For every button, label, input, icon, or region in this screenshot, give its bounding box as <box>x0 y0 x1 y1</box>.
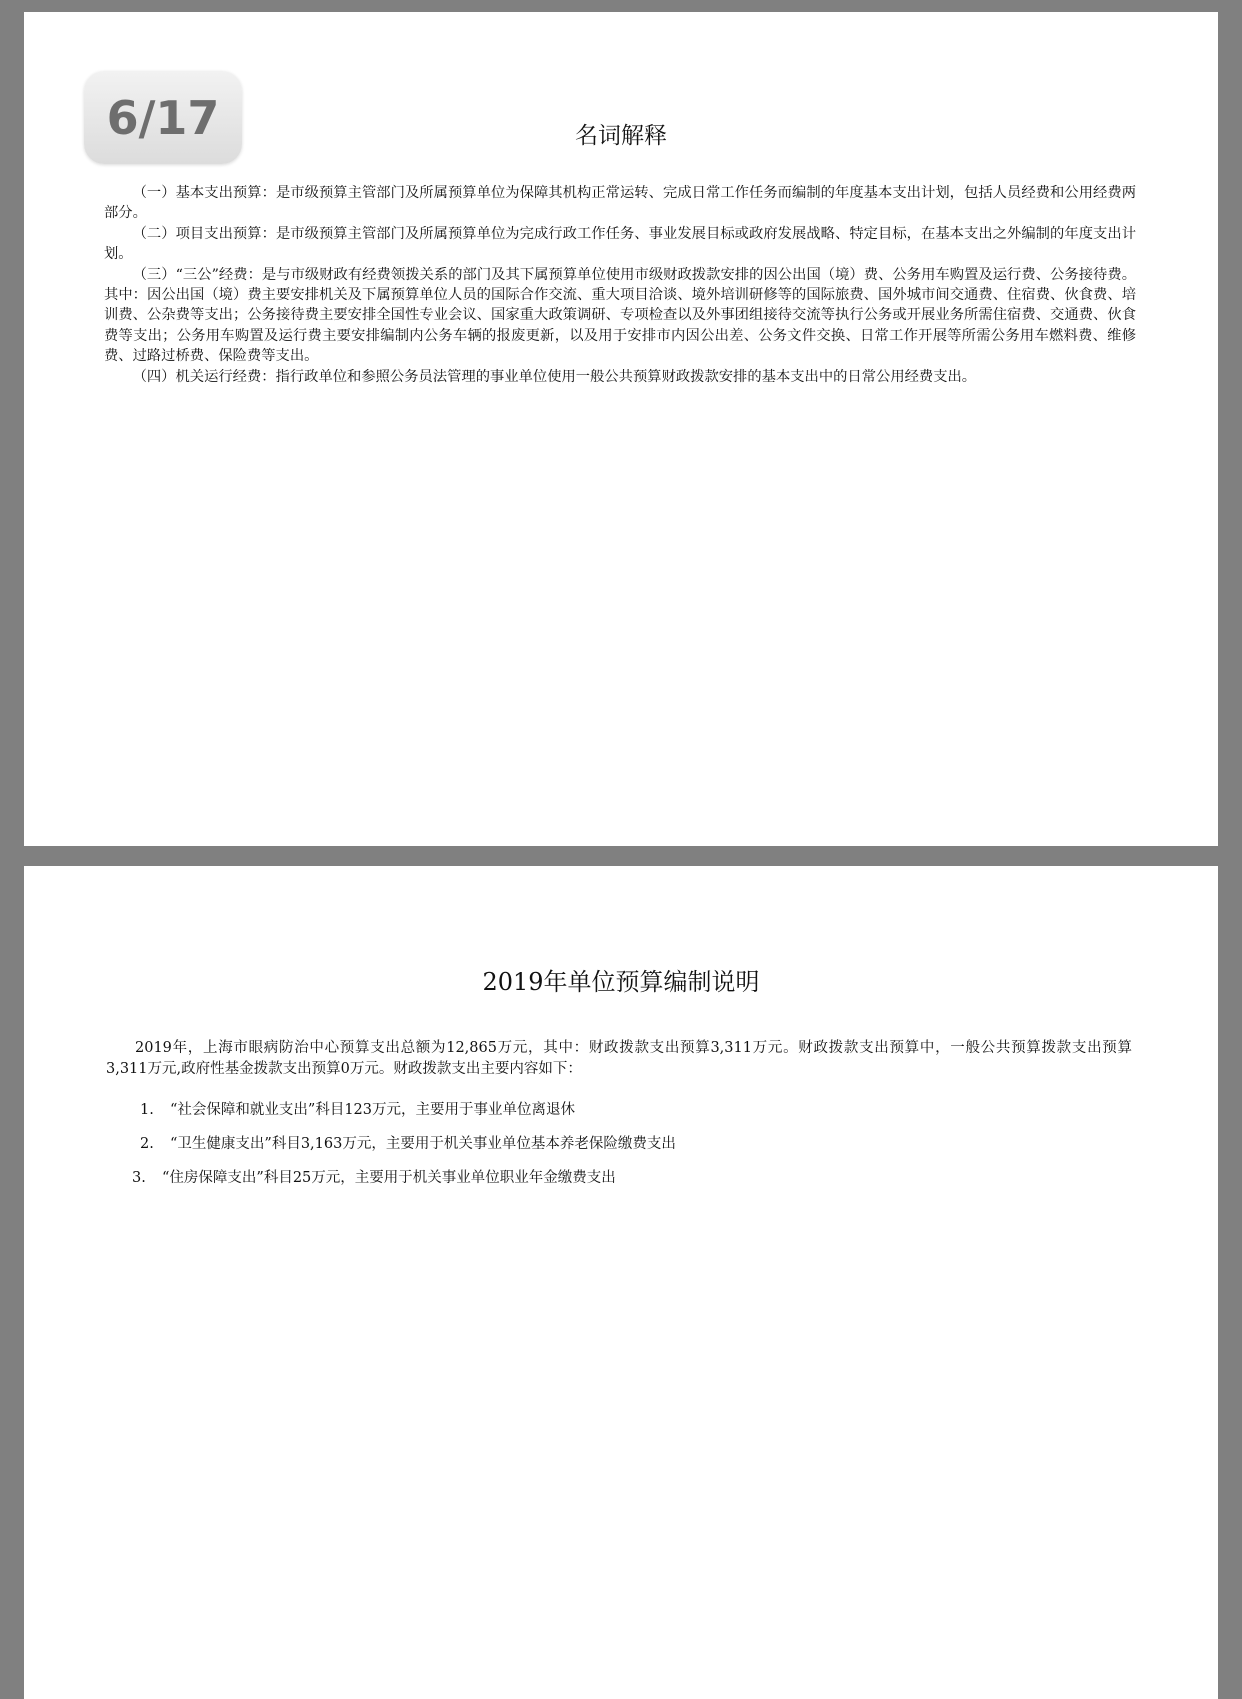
document-page-2 <box>24 866 1218 1699</box>
definition-paragraph: （四）机关运行经费：指行政单位和参照公务员法管理的事业单位使用一般公共预算财政拨款安排的基本支出中的日常公用经费支出。 <box>132 368 977 385</box>
definition-paragraph: （一）基本支出预算：是市级预算主管部门及所属预算单位为保障其机构正常运转、完成日常工作任务而编制的年度基本支出计划，包括人员经费和公用经费两部分。 <box>104 185 1136 222</box>
page-title: 2019年单位预算编制说明 <box>482 968 760 996</box>
list-item-number: 2. <box>140 1136 154 1152</box>
list-item <box>140 1134 676 1154</box>
budget-intro <box>106 1038 1132 1079</box>
definition-paragraph: （二）项目支出预算：是市级预算主管部门及所属预算单位为完成行政工作任务、事业发展目标或政府发展战略、特定目标，在基本支出之外编制的年度支出计划。 <box>104 225 1136 263</box>
list-item-number: 1. <box>140 1102 154 1118</box>
list-item-text: “卫生健康支出”科目3,163万元，主要用于机关事业单位基本养老保险缴费支出 <box>170 1136 676 1152</box>
definitions-section <box>104 183 1136 387</box>
list-item-text: “社会保障和就业支出”科目123万元，主要用于事业单位离退休 <box>170 1102 575 1118</box>
list-item <box>132 1168 616 1188</box>
intro-paragraph: 2019年，上海市眼病防治中心预算支出总额为12,865万元，其中：财政拨款支出预算3,311万元。财政拨款支出预算中，一般公共预算拨款支出预算3,311万元,政府性基金拨款支出预算0万元。财政拨款支出主要内容如下： <box>106 1040 1132 1077</box>
document-page-1 <box>24 12 1218 846</box>
page-title: 名词解释 <box>575 123 667 149</box>
list-item-text: “住房保障支出”科目25万元，主要用于机关事业单位职业年金缴费支出 <box>162 1170 616 1186</box>
page-indicator: 6/17 <box>84 71 242 164</box>
list-item-number: 3. <box>132 1170 146 1186</box>
list-item <box>140 1100 575 1120</box>
definition-paragraph: （三）“三公”经费：是与市级财政有经费领拨关系的部门及其下属预算单位使用市级财政拨款安排的因公出国（境）费、公务用车购置及运行费、公务接待费。其中：因公出国（境）费主要安排机关及下属预算单位人员的国际合作交流、重大项目洽谈、境外培训研修等的国际旅费、国外城市间交通费、住宿费、伙食费、培训费、公杂费等支出；公务接待费主要安排全国性专业会议、国家重大政策调研、专项检查以及外事团组接待交流等执行公务或开展业务所需住宿费、交通费、伙食费等支出；公务用车购置及运行费主要安排编制内公务车辆的报废更新，以及用于安排市内因公出差、公务文件交换、日常工作开展等所需公务用车燃料费、维修费、过路过桥费、保险费等支出。 <box>104 266 1136 365</box>
